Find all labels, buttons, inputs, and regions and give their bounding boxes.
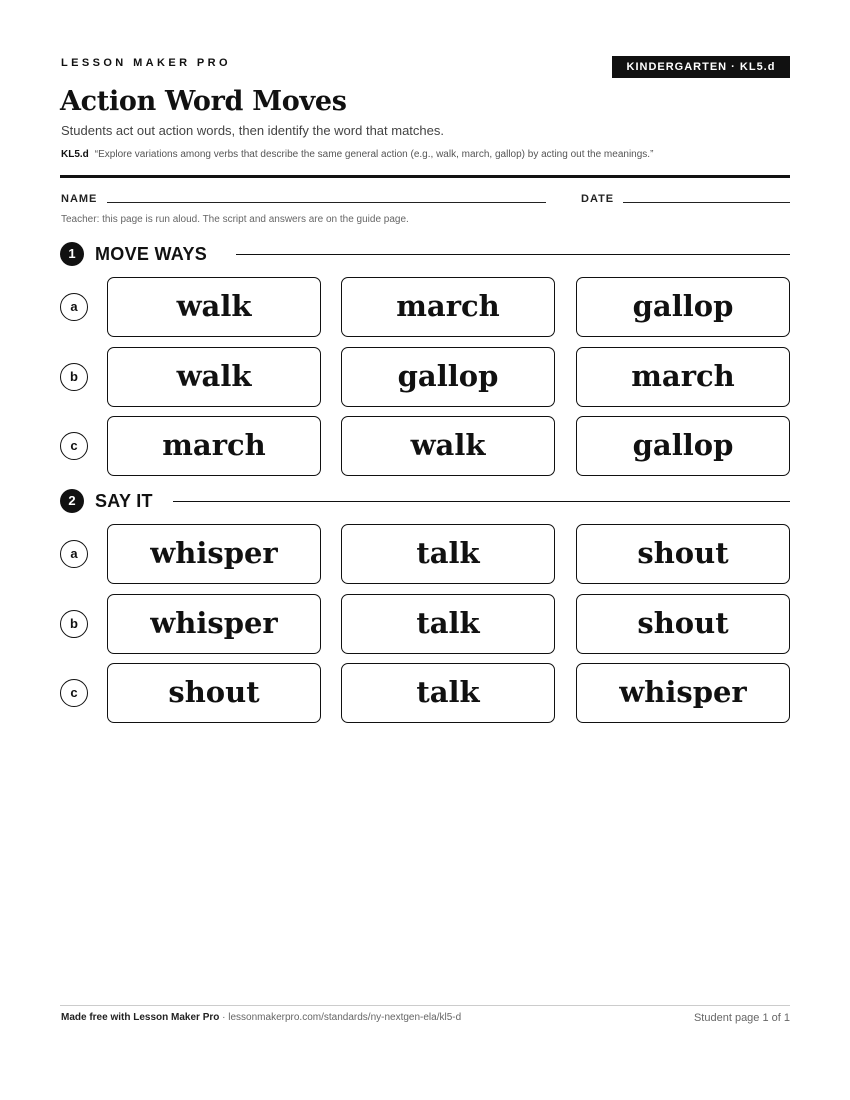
section-number: 2 xyxy=(60,489,84,513)
word-choice[interactable]: march xyxy=(107,416,321,476)
date-label: DATE xyxy=(581,193,615,205)
footer-credit xyxy=(61,1012,461,1023)
word-choice[interactable]: walk xyxy=(341,416,555,476)
standard-code: KL5.d xyxy=(61,149,89,160)
question-row xyxy=(60,347,790,407)
word-choice[interactable]: shout xyxy=(107,663,321,723)
teacher-note: Teacher: this page is run aloud. The script and answers are on the guide page. xyxy=(61,214,409,225)
question-row xyxy=(60,663,790,723)
question-row xyxy=(60,594,790,654)
word-choice[interactable]: walk xyxy=(107,277,321,337)
section-divider xyxy=(173,501,790,502)
name-label: NAME xyxy=(61,193,98,205)
grade-badge: KINDERGARTEN · KL5.d xyxy=(612,56,790,78)
word-choice[interactable]: talk xyxy=(341,524,555,584)
section-divider xyxy=(236,254,790,255)
word-choice[interactable]: gallop xyxy=(341,347,555,407)
word-choice[interactable]: talk xyxy=(341,663,555,723)
section-number: 1 xyxy=(60,242,84,266)
header-divider xyxy=(60,175,790,178)
question-row xyxy=(60,277,790,337)
row-letter: c xyxy=(60,679,88,707)
word-choice[interactable]: gallop xyxy=(576,277,790,337)
page-number: Student page 1 of 1 xyxy=(693,1012,790,1024)
question-row xyxy=(60,524,790,584)
standard-statement xyxy=(61,149,653,160)
word-choice[interactable]: march xyxy=(576,347,790,407)
word-choice[interactable]: gallop xyxy=(576,416,790,476)
page-title: Action Word Moves xyxy=(60,86,347,117)
footer-url[interactable]: · lessonmakerpro.com/standards/ny-nextgen-ela/kl5-d xyxy=(219,1012,462,1023)
row-letter: b xyxy=(60,363,88,391)
section-say-it xyxy=(60,489,790,513)
row-letter: a xyxy=(60,293,88,321)
date-field[interactable] xyxy=(623,202,790,203)
row-letter: c xyxy=(60,432,88,460)
word-choice[interactable]: whisper xyxy=(576,663,790,723)
footer-divider xyxy=(60,1005,790,1006)
word-choice[interactable]: shout xyxy=(576,594,790,654)
word-choice[interactable]: whisper xyxy=(107,594,321,654)
section-title: MOVE WAYS xyxy=(95,244,208,264)
word-choice[interactable]: talk xyxy=(341,594,555,654)
word-choice[interactable]: whisper xyxy=(107,524,321,584)
footer-made-with: Made free with Lesson Maker Pro xyxy=(61,1012,220,1023)
section-move-ways xyxy=(60,242,790,266)
word-choice[interactable]: walk xyxy=(107,347,321,407)
question-row xyxy=(60,416,790,476)
page-subtitle: Students act out action words, then identify the word that matches. xyxy=(61,123,444,138)
section-title: SAY IT xyxy=(95,491,153,511)
row-letter: b xyxy=(60,610,88,638)
row-letter: a xyxy=(60,540,88,568)
name-field[interactable] xyxy=(107,202,546,203)
word-choice[interactable]: shout xyxy=(576,524,790,584)
standard-text: “Explore variations among verbs that describe the same general action (e.g., walk, march, gallop) by acting out the meanings.” xyxy=(94,149,654,160)
word-choice[interactable]: march xyxy=(341,277,555,337)
brand-name: LESSON MAKER PRO xyxy=(61,57,231,69)
